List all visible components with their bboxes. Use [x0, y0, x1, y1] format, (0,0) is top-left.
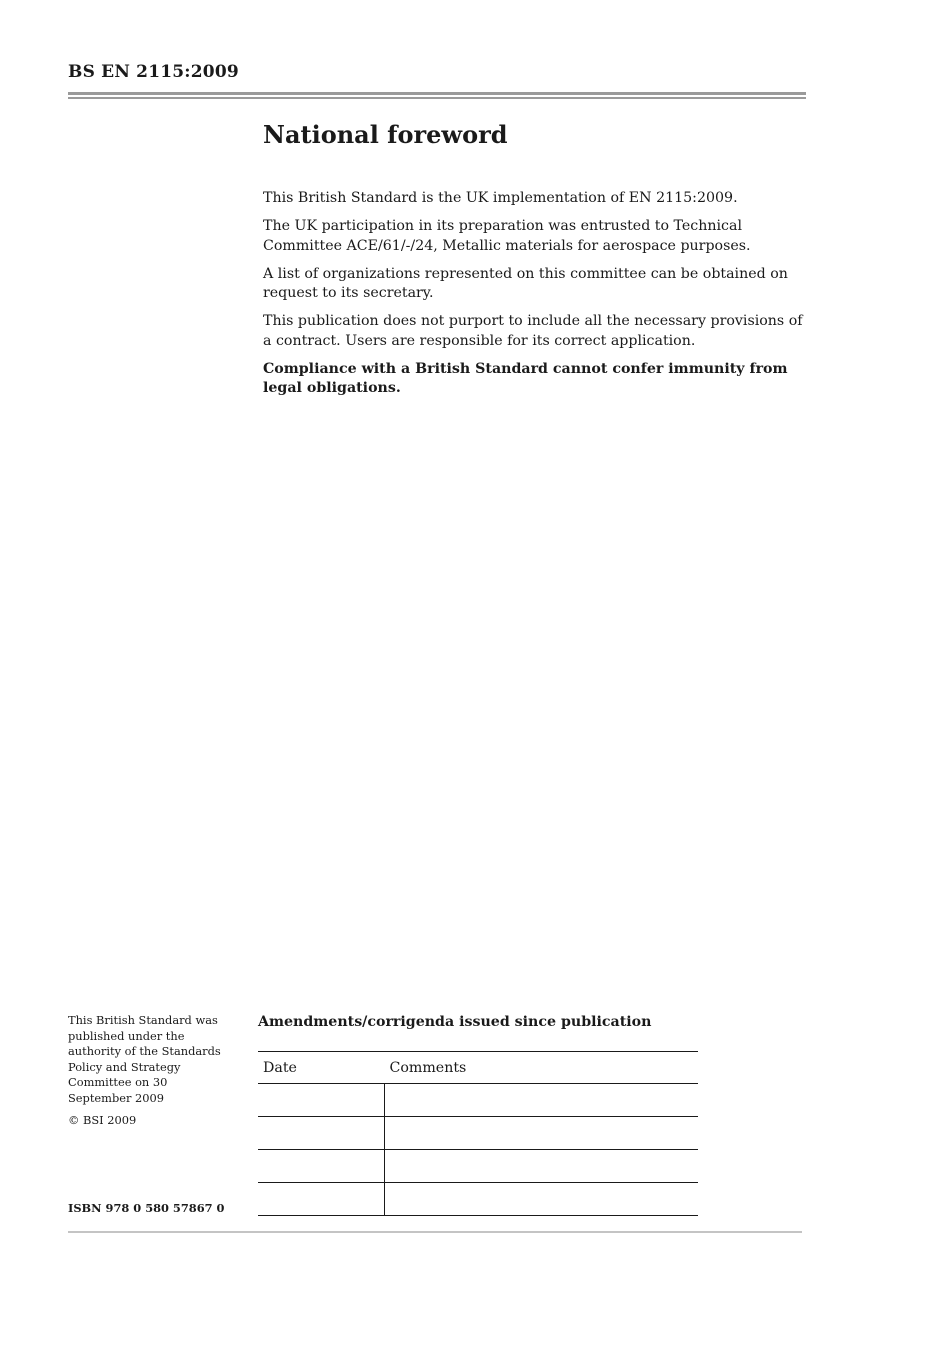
paragraph-provisions: This publication does not purport to include all the necessary provisions of a contract. Users are responsible for its correct application.: [263, 313, 803, 349]
table-row: [258, 1084, 698, 1117]
isbn: ISBN 978 0 580 57867 0: [68, 1201, 225, 1215]
header-rule-secondary: [68, 97, 806, 99]
publication-sidebar: [68, 1013, 233, 1136]
amendments-table: [258, 1051, 698, 1216]
table-row: [258, 1183, 698, 1216]
table-row: [258, 1117, 698, 1150]
publication-note: This British Standard was published under the authority of the Standards Policy and Strategy Committee on 30 September 2009: [68, 1013, 221, 1105]
table-cell-comments: [385, 1084, 699, 1117]
document-id: BS EN 2115:2009: [68, 62, 239, 82]
table-cell-comments: [385, 1150, 699, 1183]
paragraph-organizations: A list of organizations represented on this committee can be obtained on request to its secretary.: [263, 265, 788, 301]
foreword-body: [263, 189, 808, 407]
table-cell-date: [258, 1084, 385, 1117]
paragraph-committee: The UK participation in its preparation was entrusted to Technical Committee ACE/61/-/24, Metallic materials for aerospace purposes.: [263, 218, 751, 254]
header-rule: [68, 92, 806, 95]
compliance-notice: Compliance with a British Standard cannot confer immunity from legal obligations.: [263, 360, 788, 396]
page-title: National foreword: [263, 120, 508, 149]
copyright-notice: © BSI 2009: [68, 1113, 137, 1127]
table-header-row: [258, 1052, 698, 1084]
table-cell-date: [258, 1150, 385, 1183]
paragraph-implementation: This British Standard is the UK implementation of EN 2115:2009.: [263, 190, 738, 206]
table-cell-comments: [385, 1183, 699, 1216]
table-cell-date: [258, 1183, 385, 1216]
footer-rule: [68, 1231, 802, 1233]
table-cell-date: [258, 1117, 385, 1150]
table-row: [258, 1150, 698, 1183]
column-header-comments: Comments: [385, 1052, 699, 1084]
amendments-heading: Amendments/corrigenda issued since publication: [258, 1014, 652, 1030]
column-header-date: Date: [258, 1052, 385, 1084]
table-cell-comments: [385, 1117, 699, 1150]
